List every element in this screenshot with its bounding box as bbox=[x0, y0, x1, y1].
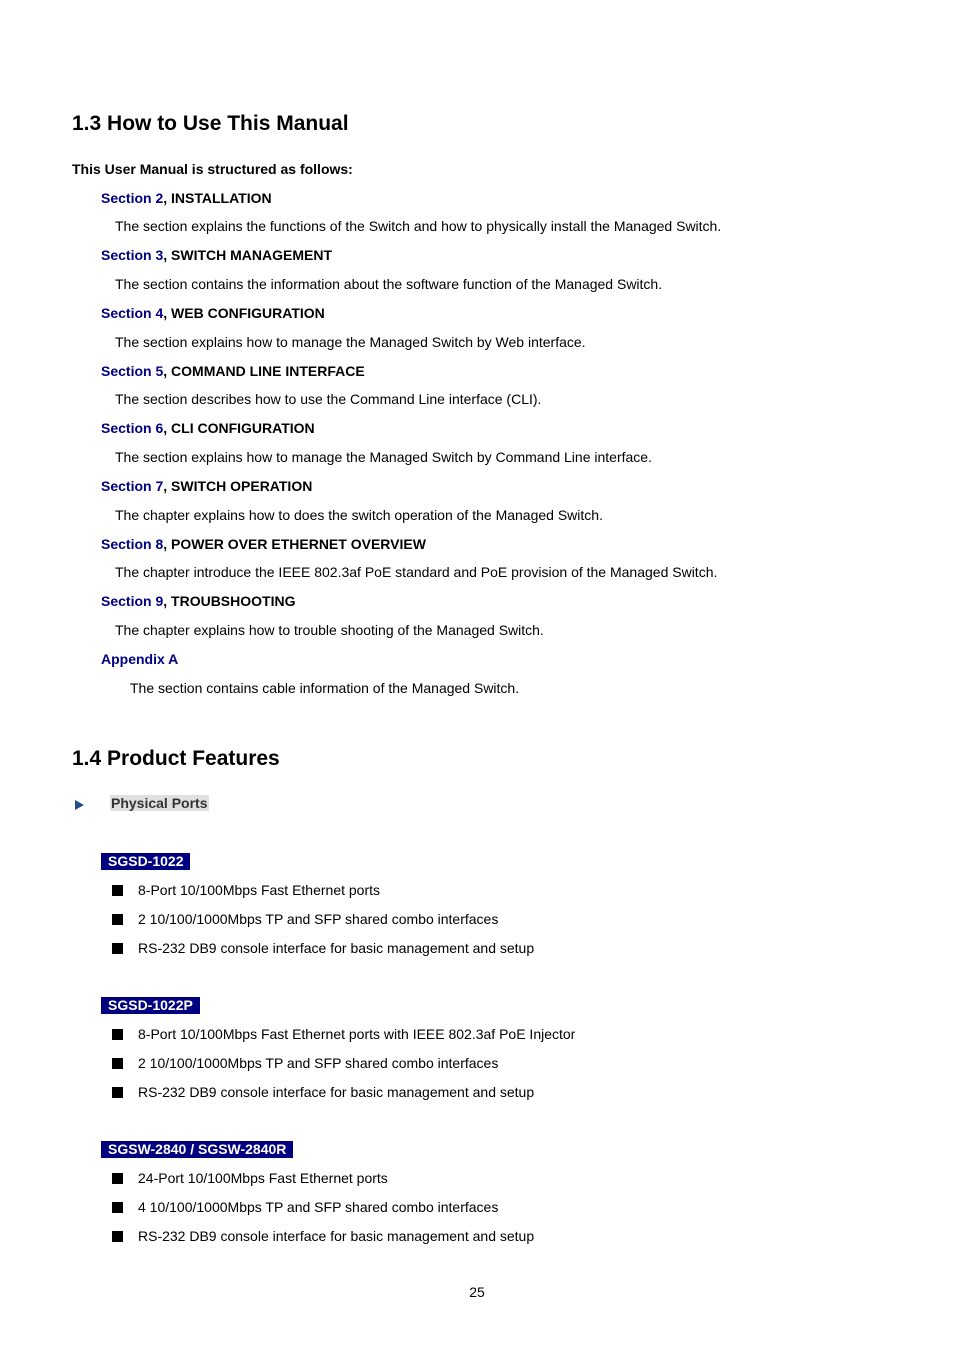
feature-item: RS-232 DB9 console interface for basic management and setup bbox=[138, 940, 535, 956]
section-9-link[interactable]: Section 9 bbox=[101, 593, 164, 609]
section-4-description: The section explains how to manage the Managed Switch by Web interface. bbox=[115, 334, 586, 350]
feature-item: 8-Port 10/100Mbps Fast Ethernet ports bbox=[138, 882, 381, 898]
section-2-title: INSTALLATION bbox=[171, 190, 272, 206]
entry-section-2 bbox=[101, 190, 272, 206]
entry-separator: , bbox=[163, 363, 172, 379]
model-tag-sgsd-1022p: SGSD-1022P bbox=[101, 997, 200, 1014]
entry-separator: , bbox=[163, 536, 172, 552]
square-bullet-icon bbox=[112, 943, 123, 954]
section-9-description: The chapter explains how to trouble shooting of the Managed Switch. bbox=[115, 622, 544, 638]
square-bullet-icon bbox=[112, 1087, 123, 1098]
square-bullet-icon bbox=[112, 1058, 123, 1069]
section-3-title: SWITCH MANAGEMENT bbox=[171, 247, 333, 263]
feature-item: 2 10/100/1000Mbps TP and SFP shared combo interfaces bbox=[138, 1055, 499, 1071]
entry-separator: , bbox=[163, 305, 172, 321]
feature-item: RS-232 DB9 console interface for basic management and setup bbox=[138, 1084, 535, 1100]
square-bullet-icon bbox=[112, 1202, 123, 1213]
entry-section-5 bbox=[101, 363, 365, 379]
section-3-description: The section contains the information about the software function of the Managed Switch. bbox=[115, 276, 663, 292]
section-7-title: SWITCH OPERATION bbox=[171, 478, 313, 494]
feature-item: 2 10/100/1000Mbps TP and SFP shared combo interfaces bbox=[138, 911, 499, 927]
appendix-a-description: The section contains cable information of the Managed Switch. bbox=[130, 680, 520, 696]
feature-item: 24-Port 10/100Mbps Fast Ethernet ports bbox=[138, 1170, 388, 1186]
section-2-link[interactable]: Section 2 bbox=[101, 190, 164, 206]
section-9-title: TROUBSHOOTING bbox=[171, 593, 296, 609]
section-1-4-heading: 1.4 Product Features bbox=[72, 747, 280, 770]
entry-section-8 bbox=[101, 536, 426, 552]
feature-item: RS-232 DB9 console interface for basic management and setup bbox=[138, 1228, 535, 1244]
model-tag-sgsw-2840: SGSW-2840 / SGSW-2840R bbox=[101, 1141, 293, 1158]
section-5-description: The section describes how to use the Command Line interface (CLI). bbox=[115, 391, 542, 407]
section-3-link[interactable]: Section 3 bbox=[101, 247, 164, 263]
appendix-a-link[interactable]: Appendix A bbox=[101, 651, 179, 667]
arrow-bullet-icon bbox=[75, 800, 84, 810]
page-number: 25 bbox=[469, 1284, 485, 1300]
model-tag-sgsd-1022: SGSD-1022 bbox=[101, 853, 190, 870]
entry-separator: , bbox=[163, 420, 172, 436]
entry-separator: , bbox=[163, 593, 172, 609]
section-6-link[interactable]: Section 6 bbox=[101, 420, 164, 436]
entry-section-6 bbox=[101, 420, 315, 436]
square-bullet-icon bbox=[112, 1029, 123, 1040]
section-8-title: POWER OVER ETHERNET OVERVIEW bbox=[171, 536, 426, 552]
feature-item: 8-Port 10/100Mbps Fast Ethernet ports with IEEE 802.3af PoE Injector bbox=[138, 1026, 576, 1042]
section-6-description: The section explains how to manage the Managed Switch by Command Line interface. bbox=[115, 449, 652, 465]
entry-separator: , bbox=[163, 247, 172, 263]
section-5-title: COMMAND LINE INTERFACE bbox=[171, 363, 365, 379]
section-8-link[interactable]: Section 8 bbox=[101, 536, 164, 552]
square-bullet-icon bbox=[112, 885, 123, 896]
square-bullet-icon bbox=[112, 1173, 123, 1184]
section-5-link[interactable]: Section 5 bbox=[101, 363, 164, 379]
entry-separator: , bbox=[163, 478, 172, 494]
section-8-description: The chapter introduce the IEEE 802.3af PoE standard and PoE provision of the Managed Switch. bbox=[115, 564, 718, 580]
feature-category-title: Physical Ports bbox=[111, 795, 208, 811]
entry-appendix-a bbox=[101, 651, 178, 667]
section-7-link[interactable]: Section 7 bbox=[101, 478, 164, 494]
entry-section-3 bbox=[101, 247, 332, 263]
square-bullet-icon bbox=[112, 914, 123, 925]
section-1-3-heading: 1.3 How to Use This Manual bbox=[72, 112, 349, 135]
section-2-description: The section explains the functions of the Switch and how to physically install the Managed Switch. bbox=[115, 218, 722, 234]
entry-section-9 bbox=[101, 593, 295, 609]
entry-section-7 bbox=[101, 478, 312, 494]
entry-section-4 bbox=[101, 305, 325, 321]
square-bullet-icon bbox=[112, 1231, 123, 1242]
section-4-title: WEB CONFIGURATION bbox=[171, 305, 325, 321]
manual-structure-intro: This User Manual is structured as follows: bbox=[72, 161, 353, 177]
section-4-link[interactable]: Section 4 bbox=[101, 305, 164, 321]
section-6-title: CLI CONFIGURATION bbox=[171, 420, 315, 436]
section-7-description: The chapter explains how to does the switch operation of the Managed Switch. bbox=[115, 507, 603, 523]
feature-item: 4 10/100/1000Mbps TP and SFP shared combo interfaces bbox=[138, 1199, 499, 1215]
entry-separator: , bbox=[163, 190, 172, 206]
